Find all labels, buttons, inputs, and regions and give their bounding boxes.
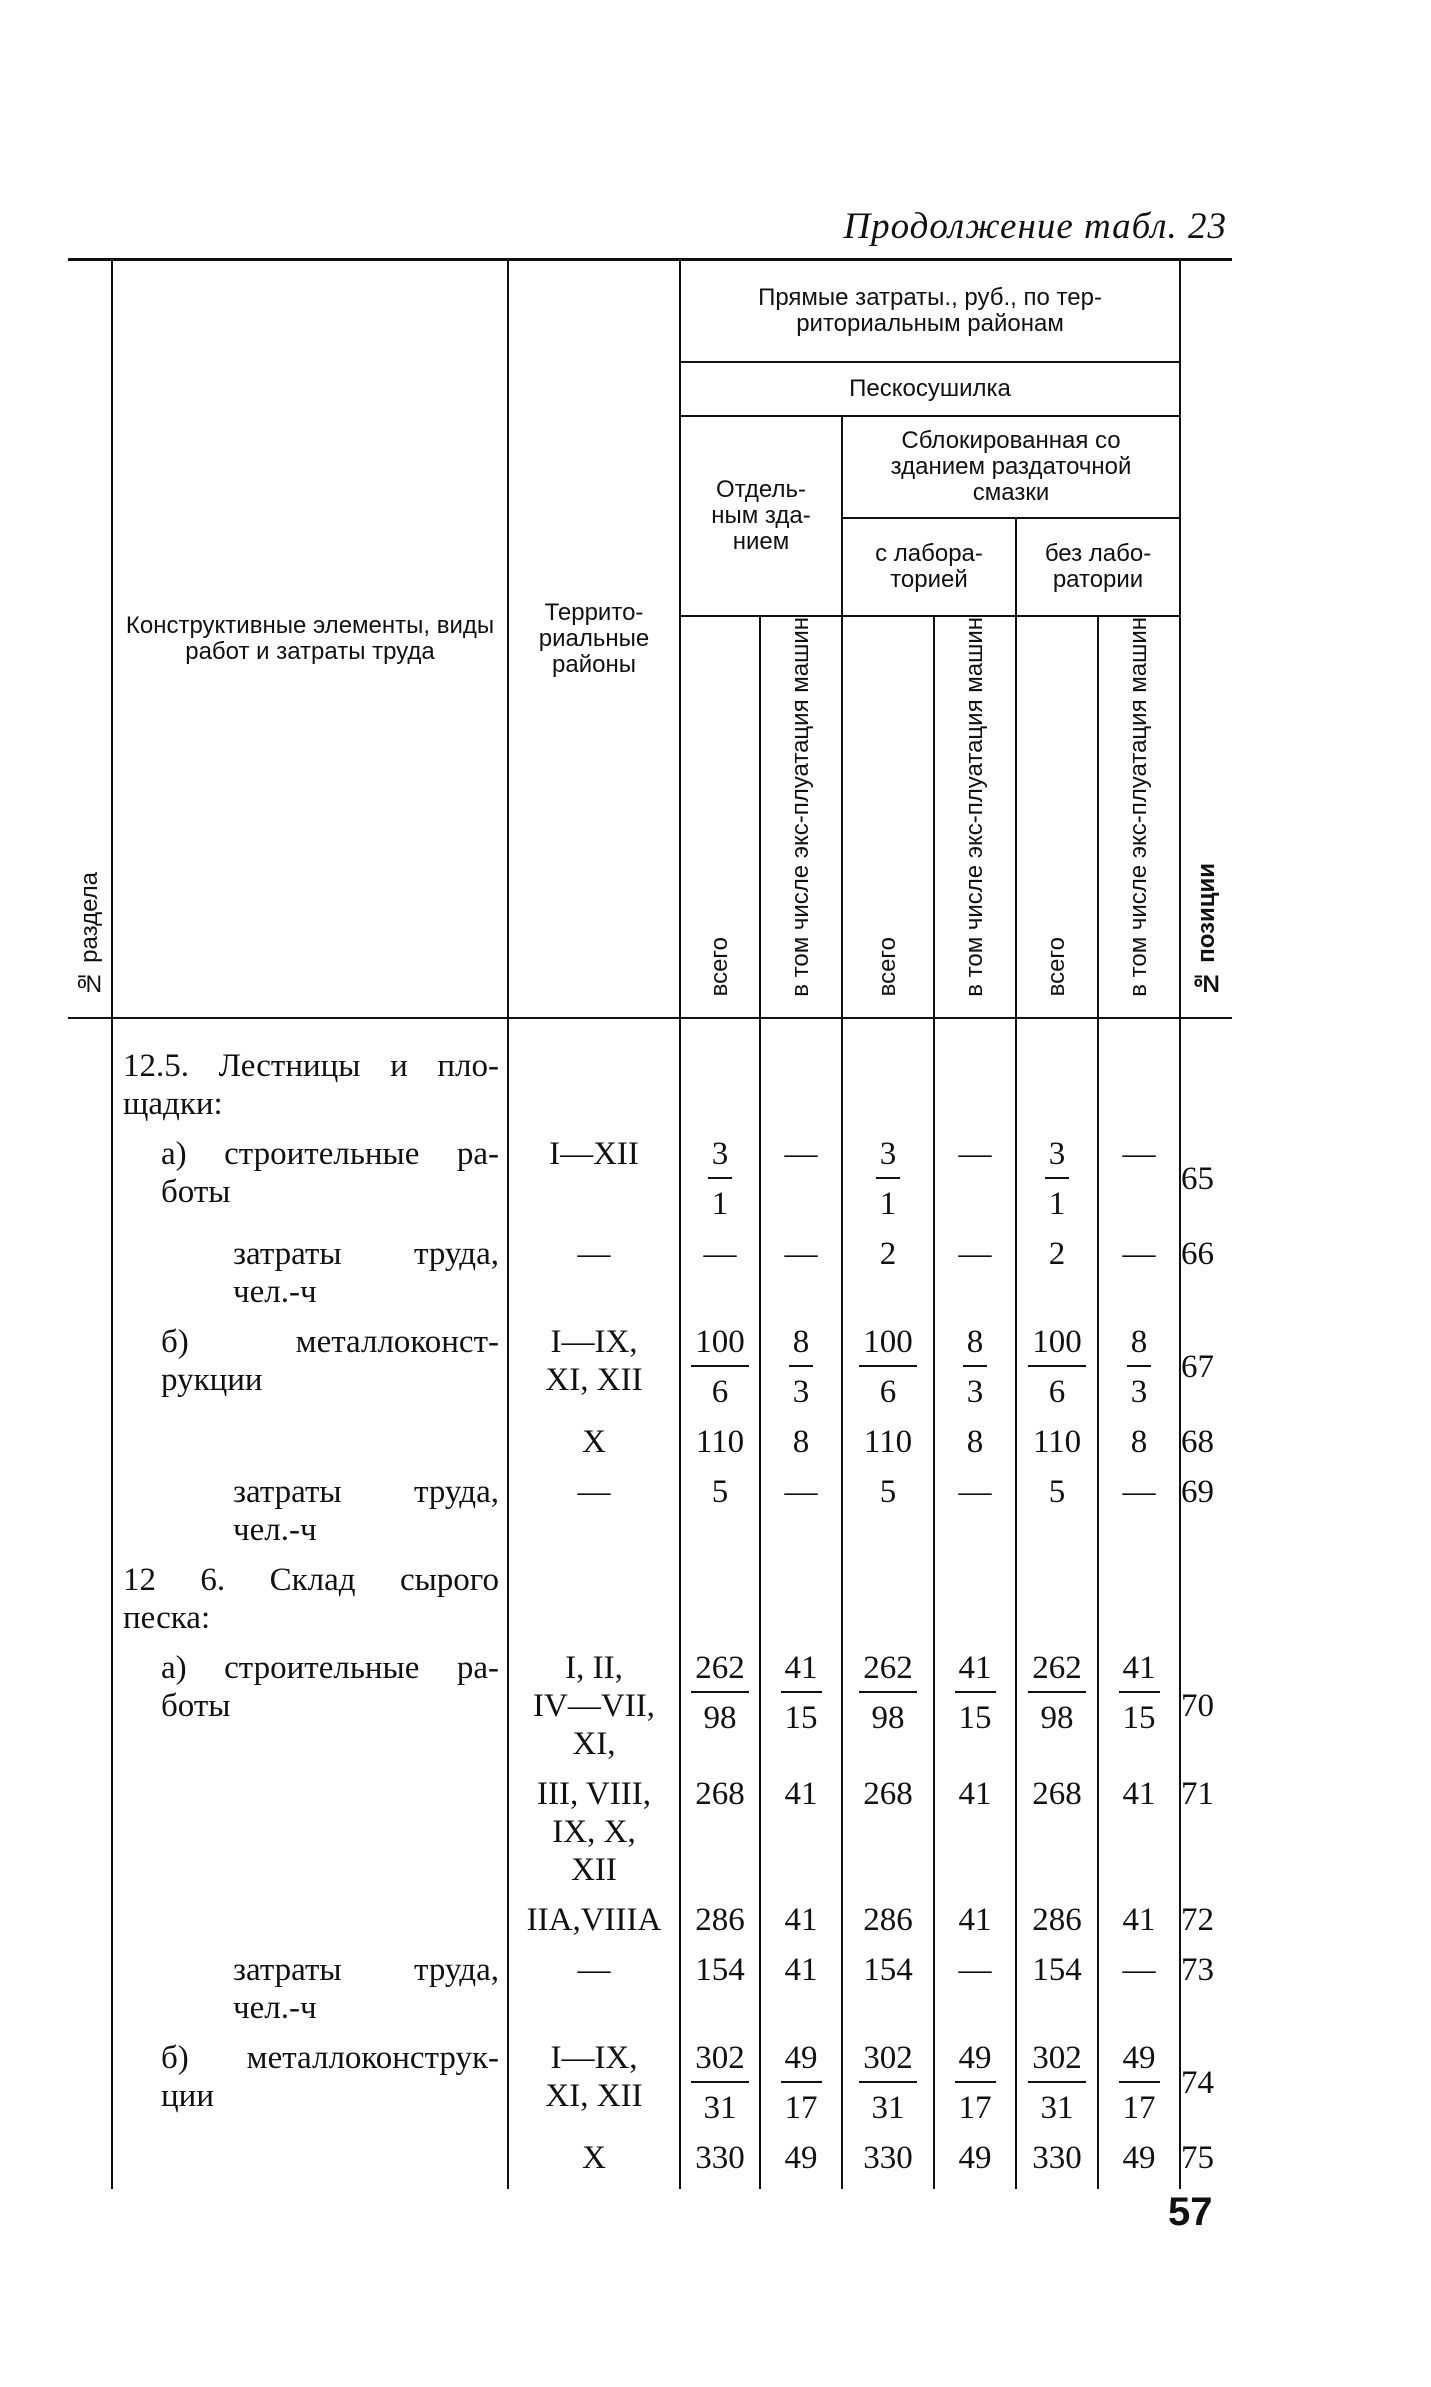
fraction: [1045, 1135, 1070, 1223]
element-description: [112, 1473, 508, 1549]
fraction-numerator: 302: [859, 2039, 917, 2083]
value-cell: [760, 1323, 842, 1411]
position-number: [1180, 1561, 1232, 1637]
fraction-numerator: 100: [1028, 1323, 1086, 1367]
region-cell: [508, 2139, 680, 2177]
element-description: [112, 1951, 508, 2027]
cell-value: 41: [1122, 1901, 1156, 1938]
text-line: затраты труда,: [233, 1473, 499, 1510]
text-line: б) металлоконструк-: [161, 2039, 499, 2076]
fraction-numerator: 8: [1127, 1323, 1152, 1367]
value-cell: [934, 1775, 1016, 1889]
fraction-numerator: 49: [955, 2039, 996, 2083]
position-number: 75: [1180, 2139, 1232, 2177]
value-cell: [1016, 1323, 1098, 1411]
value-cell: [842, 1561, 934, 1637]
header-without-lab: без лабо-ратории: [1016, 518, 1180, 616]
value-cell: [934, 1135, 1016, 1223]
value-cell: [1016, 1473, 1098, 1549]
header-regions: Террито-риальные районы: [508, 260, 680, 1018]
text-line: 12.5. Лестницы и пло-: [123, 1047, 499, 1084]
fraction: [859, 1649, 917, 1737]
position-number: 65: [1180, 1135, 1232, 1223]
value-cell: [760, 1135, 842, 1223]
value-cell: [1098, 1473, 1180, 1549]
table-row: [68, 1649, 1232, 1763]
fraction: [963, 1323, 988, 1411]
table-caption: Продолжение табл. 23: [843, 206, 1227, 247]
header-total-1: всего: [680, 616, 760, 1018]
value-cell: [1098, 2139, 1180, 2177]
value-cell: [1098, 1235, 1180, 1311]
value-cell: [680, 1047, 760, 1123]
section-title-row: [68, 1047, 1232, 1123]
value-cell: [680, 1901, 760, 1939]
cell-value: 154: [1032, 1951, 1082, 1988]
table-row: [68, 1473, 1232, 1549]
table-row: [68, 2139, 1232, 2177]
fraction-denominator: 6: [879, 1373, 897, 1410]
value-cell: [934, 1951, 1016, 2027]
fraction-numerator: 302: [1028, 2039, 1086, 2083]
page-number: 57: [1168, 2190, 1213, 2234]
fraction: [708, 1135, 733, 1223]
fraction-denominator: 1: [711, 1185, 729, 1222]
fraction: [1028, 1323, 1086, 1411]
fraction-denominator: 6: [711, 1373, 729, 1410]
value-cell: [934, 1423, 1016, 1461]
fraction-numerator: 100: [859, 1323, 917, 1367]
text-line: боты: [161, 1173, 231, 1210]
position-number: 67: [1180, 1323, 1232, 1411]
cell-value: —: [1122, 1951, 1156, 1988]
fraction-denominator: 15: [958, 1699, 992, 1736]
cell-value: 8: [1130, 1423, 1148, 1460]
region-cell: [508, 1047, 680, 1123]
table-row: [68, 1323, 1232, 1411]
fraction: [691, 1649, 749, 1737]
text-line: I, II,: [565, 1649, 623, 1686]
cell-value: 110: [1032, 1423, 1082, 1460]
fraction: [691, 1323, 749, 1411]
text-line: XI, XII: [545, 2077, 643, 2114]
value-cell: [1016, 1047, 1098, 1123]
position-number: 71: [1180, 1775, 1232, 1889]
fraction-denominator: 15: [1122, 1699, 1156, 1736]
value-cell: [1016, 2039, 1098, 2127]
position-number: 73: [1180, 1951, 1232, 2027]
value-cell: [842, 1135, 934, 1223]
text-line: III, VIII,: [537, 1775, 651, 1812]
value-cell: [842, 1901, 934, 1939]
value-cell: [680, 2039, 760, 2127]
fraction: [876, 1135, 901, 1223]
cell-value: —: [958, 1135, 992, 1172]
table-row: [68, 1775, 1232, 1889]
cell-value: 154: [695, 1951, 745, 1988]
value-cell: [934, 1561, 1016, 1637]
text-line: чел.-ч: [233, 1511, 317, 1548]
position-number: 70: [1180, 1649, 1232, 1763]
cell-value: 330: [695, 2139, 745, 2176]
value-cell: [1016, 1775, 1098, 1889]
text-line: XII: [571, 1851, 617, 1888]
value-cell: [1098, 2039, 1180, 2127]
value-cell: [934, 2139, 1016, 2177]
fraction-denominator: 3: [966, 1373, 984, 1410]
fraction-denominator: 1: [879, 1185, 897, 1222]
fraction-numerator: 3: [876, 1135, 901, 1179]
fraction-denominator: 31: [871, 2089, 905, 2126]
value-cell: [760, 1775, 842, 1889]
table-row: [68, 1135, 1232, 1223]
text-line: XI, XII: [545, 1361, 643, 1398]
value-cell: [934, 1649, 1016, 1763]
cell-value: 41: [958, 1901, 992, 1938]
cell-value: —: [958, 1473, 992, 1510]
cell-value: —: [1122, 1473, 1156, 1510]
fraction: [1028, 2039, 1086, 2127]
element-description: [112, 2039, 508, 2127]
element-description: [112, 1235, 508, 1311]
cell-value: 268: [1032, 1775, 1082, 1812]
value-cell: [1098, 1047, 1180, 1123]
text-line: —: [577, 1473, 611, 1510]
cell-value: 268: [695, 1775, 745, 1812]
value-cell: [842, 1047, 934, 1123]
cell-value: 2: [879, 1235, 897, 1272]
fraction-numerator: 262: [1028, 1649, 1086, 1693]
cell-value: 110: [695, 1423, 745, 1460]
value-cell: [1098, 1951, 1180, 2027]
cell-value: —: [703, 1235, 737, 1272]
fraction: [1119, 2039, 1160, 2127]
text-line: боты: [161, 1687, 231, 1724]
value-cell: [842, 1323, 934, 1411]
value-cell: [1098, 1561, 1180, 1637]
value-cell: [842, 1775, 934, 1889]
text-line: X: [582, 2139, 606, 2176]
value-cell: [1098, 1323, 1180, 1411]
fraction-numerator: 8: [789, 1323, 814, 1367]
table-row: [68, 2039, 1232, 2127]
value-cell: [760, 1561, 842, 1637]
fraction-numerator: 41: [1119, 1649, 1160, 1693]
table-row: [68, 1423, 1232, 1461]
value-cell: [760, 1901, 842, 1939]
fraction-denominator: 98: [871, 1699, 905, 1736]
value-cell: [760, 1235, 842, 1311]
element-description: [112, 1323, 508, 1411]
cell-value: 286: [695, 1901, 745, 1938]
value-cell: [842, 1473, 934, 1549]
header-blocked: Сблокированная со зданием раздаточной смазки: [842, 416, 1180, 518]
value-cell: [680, 1323, 760, 1411]
region-cell: [508, 1649, 680, 1763]
table-row: [68, 1951, 1232, 2027]
fraction-denominator: 17: [958, 2089, 992, 2126]
region-cell: [508, 1951, 680, 2027]
text-line: затраты труда,: [233, 1235, 499, 1272]
cell-value: —: [1122, 1135, 1156, 1172]
text-line: —: [577, 1951, 611, 1988]
fraction-denominator: 1: [1048, 1185, 1066, 1222]
value-cell: [934, 1473, 1016, 1549]
region-cell: [508, 1561, 680, 1637]
value-cell: [680, 2139, 760, 2177]
header-incl-machines-3: в том числе экс-плуатация машин: [1098, 616, 1180, 1018]
region-cell: [508, 1235, 680, 1311]
value-cell: [1098, 1135, 1180, 1223]
fraction: [789, 1323, 814, 1411]
fraction-denominator: 15: [784, 1699, 818, 1736]
element-description: [112, 1135, 508, 1223]
text-line: I—XII: [549, 1135, 639, 1172]
cell-value: 49: [1122, 2139, 1156, 2176]
fraction: [1028, 1649, 1086, 1737]
value-cell: [1016, 1901, 1098, 1939]
header-total-2: всего: [842, 616, 934, 1018]
text-line: IV—VII,: [533, 1687, 655, 1724]
cell-value: 5: [879, 1473, 897, 1510]
text-line: песка:: [123, 1599, 211, 1636]
position-number: 74: [1180, 2039, 1232, 2127]
region-cell: [508, 1775, 680, 1889]
text-line: I—IX,: [550, 2039, 638, 2076]
fraction: [1127, 1323, 1152, 1411]
fraction-numerator: 8: [963, 1323, 988, 1367]
fraction-numerator: 3: [708, 1135, 733, 1179]
value-cell: [1098, 1775, 1180, 1889]
section-title-row: [68, 1561, 1232, 1637]
text-line: а) строительные ра-: [161, 1135, 499, 1172]
header-separate: Отдель-ным зда-нием: [680, 416, 842, 616]
cell-value: 286: [863, 1901, 913, 1938]
cell-value: 41: [784, 1775, 818, 1812]
cell-value: 8: [792, 1423, 810, 1460]
fraction-denominator: 6: [1048, 1373, 1066, 1410]
region-cell: [508, 1323, 680, 1411]
value-cell: [680, 1423, 760, 1461]
value-cell: [1016, 1649, 1098, 1763]
position-number: 68: [1180, 1423, 1232, 1461]
text-line: I—IX,: [550, 1323, 638, 1360]
text-line: IIA,VIIIA: [526, 1901, 662, 1938]
cell-value: 154: [863, 1951, 913, 1988]
value-cell: [760, 1423, 842, 1461]
element-description: [112, 1423, 508, 1461]
value-cell: [1016, 1423, 1098, 1461]
value-cell: [760, 1047, 842, 1123]
value-cell: [842, 1423, 934, 1461]
cell-value: 41: [1122, 1775, 1156, 1812]
fraction: [955, 2039, 996, 2127]
value-cell: [760, 2039, 842, 2127]
cell-value: —: [784, 1135, 818, 1172]
value-cell: [760, 1649, 842, 1763]
value-cell: [1098, 1901, 1180, 1939]
cell-value: 330: [1032, 2139, 1082, 2176]
table-row: [68, 1235, 1232, 1311]
text-line: чел.-ч: [233, 1989, 317, 2026]
fraction-numerator: 49: [781, 2039, 822, 2083]
fraction-numerator: 262: [859, 1649, 917, 1693]
cell-value: 8: [966, 1423, 984, 1460]
section-title: [112, 1561, 508, 1637]
text-line: б) металлоконст-: [161, 1323, 499, 1360]
value-cell: [1016, 1235, 1098, 1311]
region-cell: [508, 1473, 680, 1549]
value-cell: [680, 1649, 760, 1763]
cost-table: [68, 258, 1232, 2189]
header-total-3: всего: [1016, 616, 1098, 1018]
value-cell: [934, 1235, 1016, 1311]
element-description: [112, 1775, 508, 1889]
fraction-denominator: 17: [1122, 2089, 1156, 2126]
position-number: [1180, 1047, 1232, 1123]
region-cell: [508, 1135, 680, 1223]
cell-value: 5: [711, 1473, 729, 1510]
cell-value: —: [1122, 1235, 1156, 1272]
value-cell: [680, 1951, 760, 2027]
cell-value: —: [958, 1235, 992, 1272]
header-incl-machines-2: в том числе экс-плуатация машин: [934, 616, 1016, 1018]
text-line: IX, X,: [552, 1813, 636, 1850]
position-number: 69: [1180, 1473, 1232, 1549]
fraction-denominator: 3: [792, 1373, 810, 1410]
text-line: затраты труда,: [233, 1951, 499, 1988]
fraction: [1119, 1649, 1160, 1737]
value-cell: [680, 1135, 760, 1223]
cell-value: 49: [958, 2139, 992, 2176]
value-cell: [934, 1323, 1016, 1411]
value-cell: [1016, 1951, 1098, 2027]
fraction-denominator: 31: [1040, 2089, 1074, 2126]
fraction-denominator: 17: [784, 2089, 818, 2126]
value-cell: [1016, 2139, 1098, 2177]
value-cell: [760, 2139, 842, 2177]
fraction-numerator: 3: [1045, 1135, 1070, 1179]
text-line: X: [582, 1423, 606, 1460]
fraction-denominator: 31: [703, 2089, 737, 2126]
table-body: [68, 1018, 1232, 2189]
region-cell: [508, 1423, 680, 1461]
value-cell: [842, 2039, 934, 2127]
region-cell: [508, 2039, 680, 2127]
value-cell: [842, 2139, 934, 2177]
cell-value: 330: [863, 2139, 913, 2176]
text-line: ции: [161, 2077, 214, 2114]
fraction-denominator: 3: [1130, 1373, 1148, 1410]
region-cell: [508, 1901, 680, 1939]
value-cell: [680, 1775, 760, 1889]
text-line: XI,: [572, 1725, 616, 1762]
text-line: —: [577, 1235, 611, 1272]
cell-value: 110: [863, 1423, 913, 1460]
section-title: [112, 1047, 508, 1123]
cell-value: 41: [784, 1901, 818, 1938]
fraction-numerator: 302: [691, 2039, 749, 2083]
value-cell: [934, 2039, 1016, 2127]
cell-value: 41: [784, 1951, 818, 1988]
cell-value: 286: [1032, 1901, 1082, 1938]
position-number: 72: [1180, 1901, 1232, 1939]
cell-value: 49: [784, 2139, 818, 2176]
fraction: [859, 2039, 917, 2127]
fraction-denominator: 98: [703, 1699, 737, 1736]
value-cell: [760, 1473, 842, 1549]
fraction: [691, 2039, 749, 2127]
value-cell: [934, 1901, 1016, 1939]
element-description: [112, 2139, 508, 2177]
header-with-lab: с лабора-торией: [842, 518, 1016, 616]
header-sand-dryer: Пескосушилка: [680, 362, 1180, 416]
value-cell: [842, 1235, 934, 1311]
text-line: 12 6. Склад сырого: [123, 1561, 499, 1598]
fraction-numerator: 262: [691, 1649, 749, 1693]
element-description: [112, 1901, 508, 1939]
fraction-numerator: 41: [955, 1649, 996, 1693]
fraction: [955, 1649, 996, 1737]
header-direct-costs: Прямые затраты., руб., по тер-риториальным районам: [680, 260, 1180, 363]
header-incl-machines-1: в том числе экс-плуатация машин: [760, 616, 842, 1018]
text-line: рукции: [161, 1361, 263, 1398]
cell-value: 268: [863, 1775, 913, 1812]
value-cell: [1098, 1423, 1180, 1461]
table-row: [68, 1901, 1232, 1939]
value-cell: [680, 1473, 760, 1549]
value-cell: [680, 1235, 760, 1311]
value-cell: [934, 1047, 1016, 1123]
value-cell: [1016, 1561, 1098, 1637]
fraction-numerator: 41: [781, 1649, 822, 1693]
cell-value: 2: [1048, 1235, 1066, 1272]
value-cell: [680, 1561, 760, 1637]
text-line: а) строительные ра-: [161, 1649, 499, 1686]
table-header: [68, 260, 1232, 1018]
header-elements: Конструктивные элементы, виды работ и затраты труда: [112, 260, 508, 1018]
cell-value: —: [784, 1473, 818, 1510]
fraction: [859, 1323, 917, 1411]
cell-value: —: [784, 1235, 818, 1272]
element-description: [112, 1649, 508, 1763]
fraction: [781, 1649, 822, 1737]
value-cell: [1016, 1135, 1098, 1223]
text-line: чел.-ч: [233, 1273, 317, 1310]
cell-value: 5: [1048, 1473, 1066, 1510]
fraction-numerator: 49: [1119, 2039, 1160, 2083]
header-section-no: № раздела: [68, 260, 112, 1018]
text-line: щадки:: [123, 1085, 223, 1122]
value-cell: [842, 1649, 934, 1763]
value-cell: [1098, 1649, 1180, 1763]
value-cell: [842, 1951, 934, 2027]
cell-value: —: [958, 1951, 992, 1988]
value-cell: [760, 1951, 842, 2027]
position-number: 66: [1180, 1235, 1232, 1311]
fraction: [781, 2039, 822, 2127]
fraction-numerator: 100: [691, 1323, 749, 1367]
header-position-no: № позиции: [1180, 260, 1232, 1018]
fraction-denominator: 98: [1040, 1699, 1074, 1736]
cell-value: 41: [958, 1775, 992, 1812]
